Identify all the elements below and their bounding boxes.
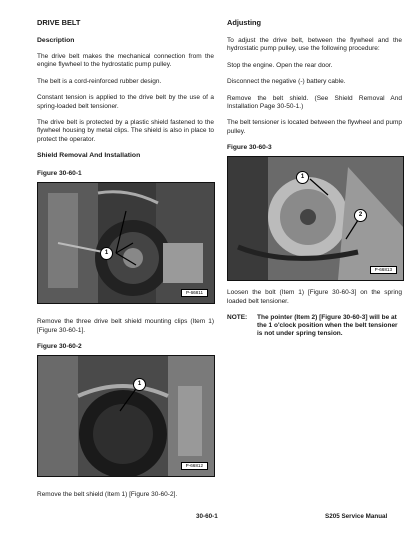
- note-block: [227, 314, 402, 339]
- paragraph: The drive belt is protected by a plastic shield fastened to the flywheel housing by metal clips. The shield is also in place to protect the operator.: [37, 119, 214, 143]
- callout-2: 2: [354, 209, 367, 222]
- description-heading: Description: [37, 37, 75, 44]
- paragraph: Remove the belt shield. (See Shield Removal And Installation Page 30-50-1.): [227, 94, 402, 111]
- figure-photo-belt-clips: [37, 182, 215, 304]
- paragraph: The belt is a cord-reinforced rubber design.: [37, 77, 162, 85]
- photo-illustration: [38, 183, 214, 303]
- left-column: [37, 18, 214, 507]
- right-column: [227, 18, 402, 339]
- note-label: NOTE:: [227, 314, 248, 322]
- figure-photo-belt-tensioner: [227, 156, 404, 281]
- manual-title: S205 Service Manual: [325, 513, 388, 520]
- paragraph: Remove the belt shield (Item 1) [Figure 30-60-2].: [37, 491, 178, 499]
- adjusting-heading: Adjusting: [227, 18, 262, 27]
- paragraph: Remove the three drive belt shield mounting clips (Item 1) [Figure 30-60-1].: [37, 318, 214, 334]
- paragraph: The belt tensioner is located between the flywheel and pump pulley.: [227, 119, 402, 135]
- paragraph: Constant tension is applied to the drive belt by the use of a spring-loaded belt tensioner.: [37, 94, 214, 110]
- section-title: DRIVE BELT: [37, 18, 81, 27]
- callout-1: 1: [133, 378, 146, 391]
- callout-1: 1: [296, 171, 309, 184]
- figure-caption: Figure 30-60-3: [227, 144, 272, 152]
- note-text: The pointer (Item 2) [Figure 30-60-3] will be at the 1 o'clock position when the belt tensioner is not under spring tension.: [257, 314, 398, 338]
- paragraph: The drive belt makes the mechanical connection from the engine flywheel to the hydrostatic pump pulley.: [37, 53, 214, 69]
- figure-photo-belt-shield: [37, 355, 215, 477]
- paragraph: Disconnect the negative (-) battery cable.: [227, 78, 346, 86]
- paragraph: Stop the engine. Open the rear door.: [227, 61, 333, 69]
- paragraph: Loosen the bolt (Item 1) [Figure 30-60-3] on the spring loaded belt tensioner.: [227, 289, 402, 305]
- photo-illustration: [38, 356, 214, 476]
- photo-number: P-66813: [370, 266, 397, 274]
- photo-illustration: [228, 157, 403, 280]
- page-number: 30-60-1: [196, 513, 218, 520]
- callout-1: 1: [100, 247, 113, 260]
- figure-caption: Figure 30-60-1: [37, 170, 82, 178]
- photo-number: P-66811: [181, 289, 208, 297]
- figure-caption: Figure 30-60-2: [37, 343, 82, 351]
- shield-heading: Shield Removal And Installation: [37, 152, 141, 160]
- paragraph: To adjust the drive belt, between the flywheel and the hydrostatic pump pulley, use the following procedure:: [227, 37, 402, 53]
- photo-number: P-66812: [181, 462, 208, 470]
